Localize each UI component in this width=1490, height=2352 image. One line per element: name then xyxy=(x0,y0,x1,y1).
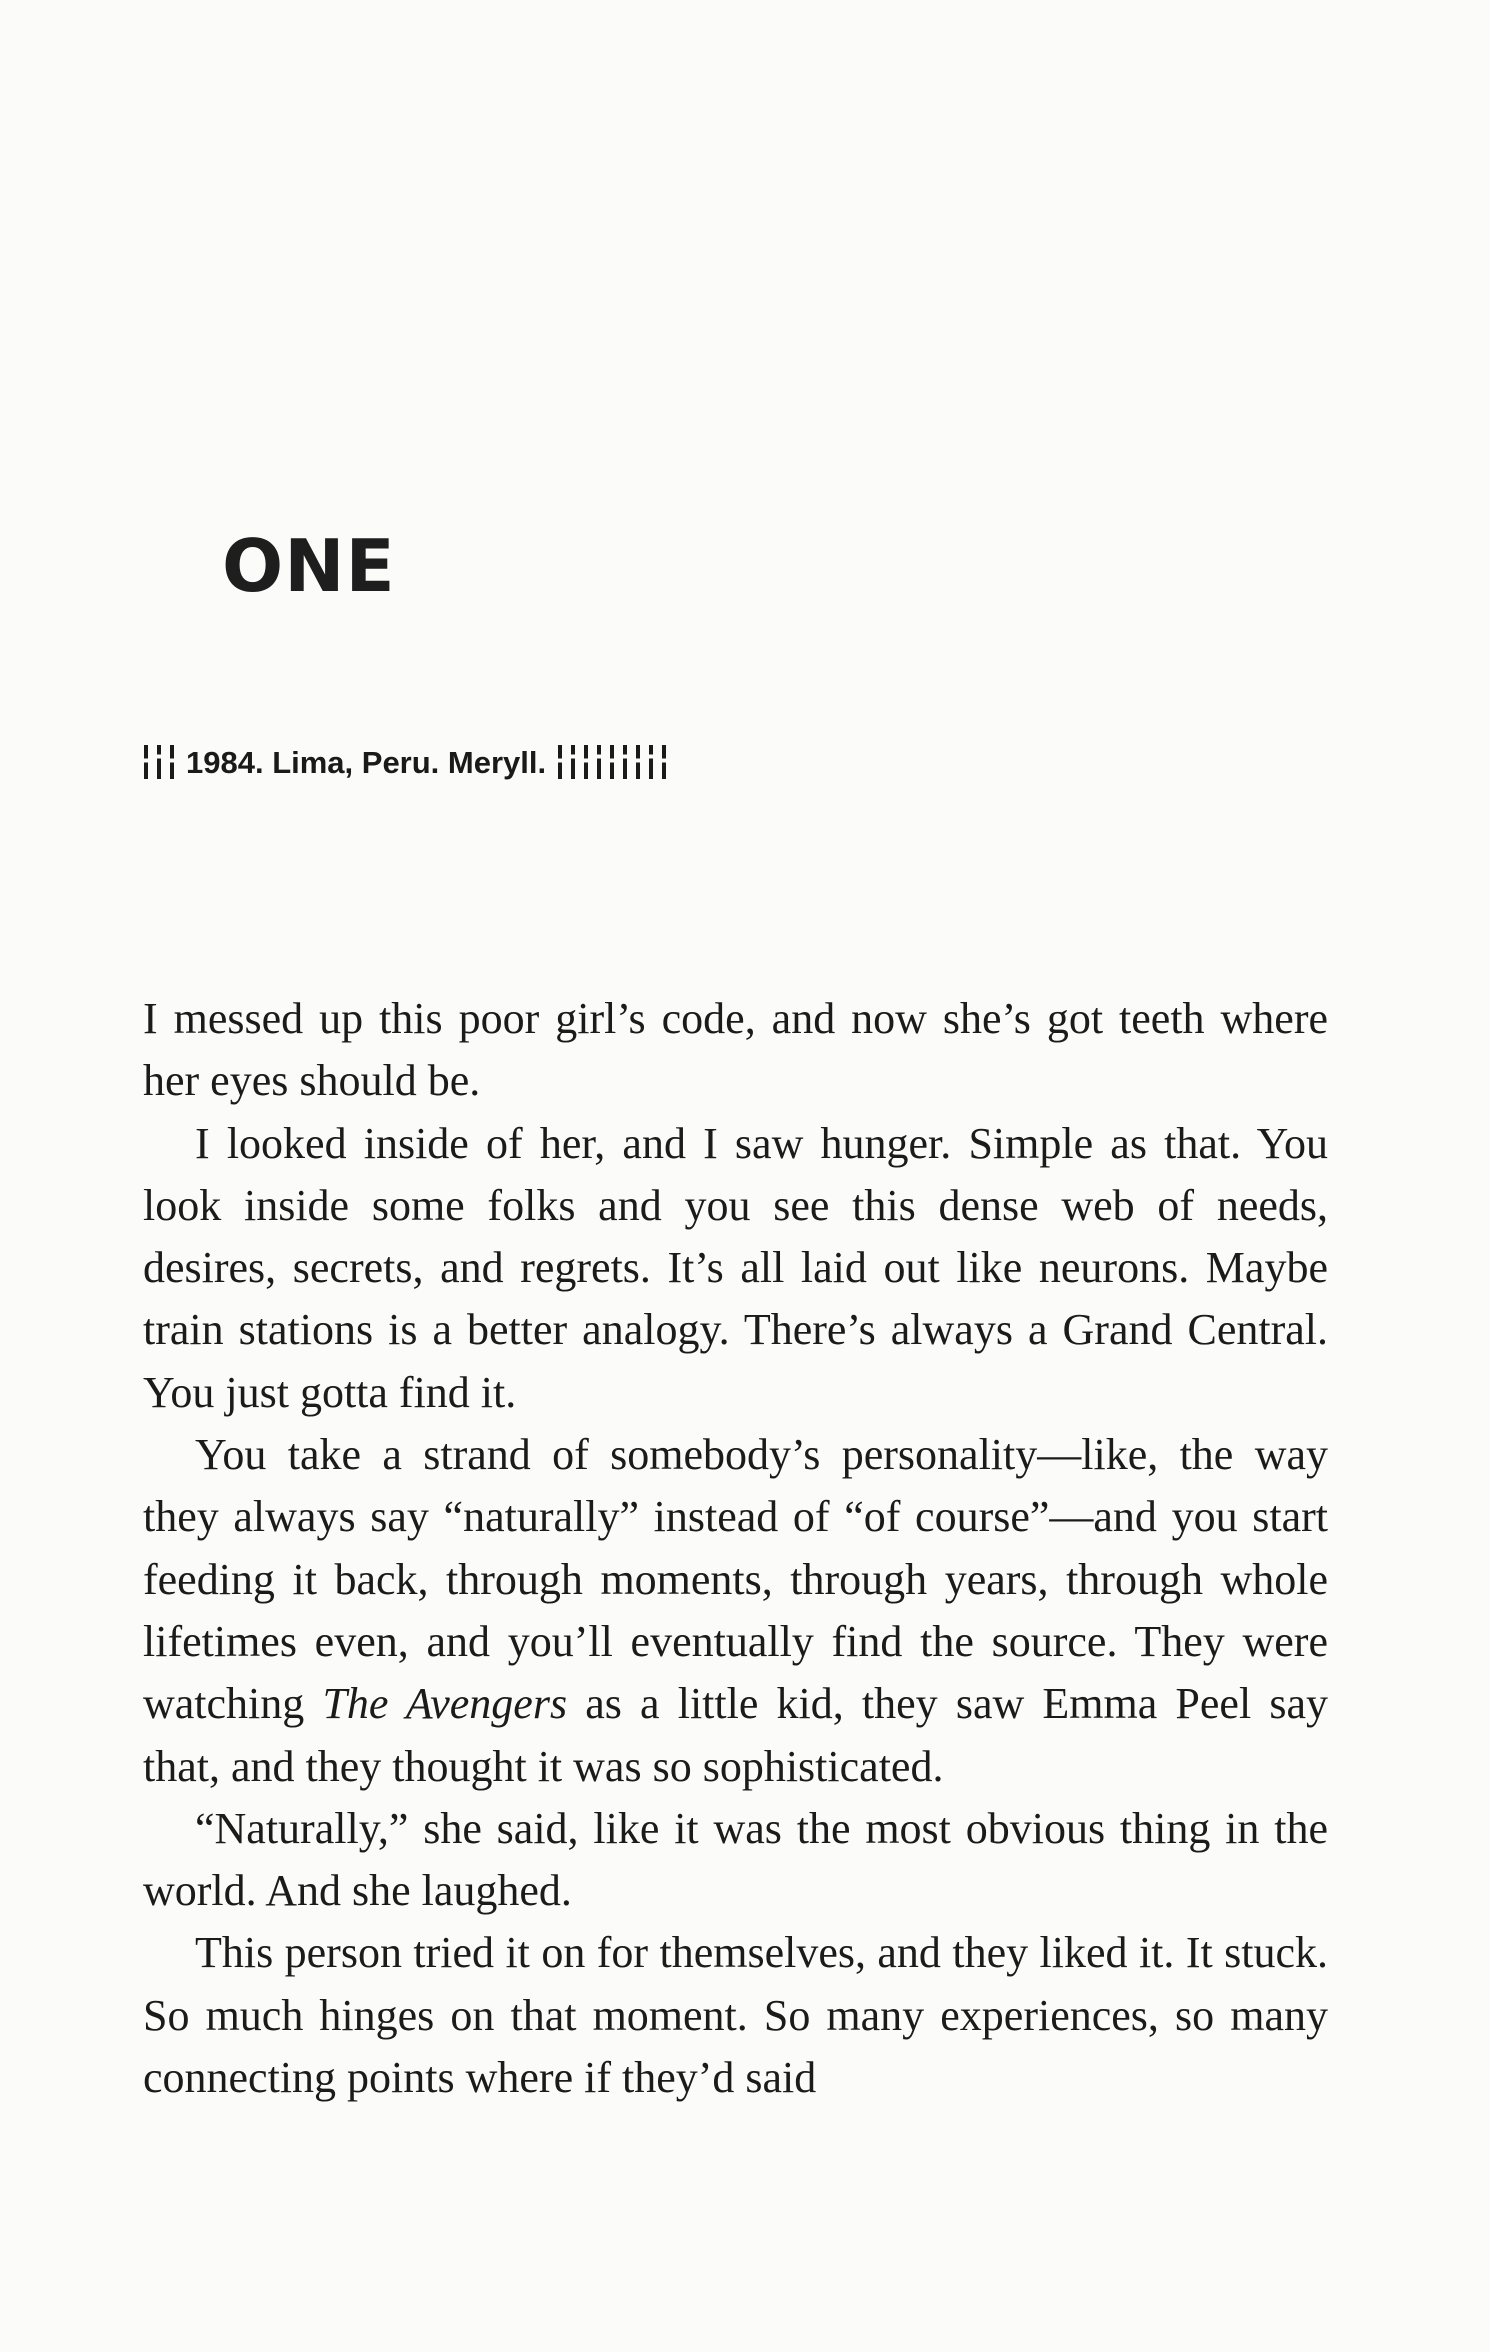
chapter-title: ONE xyxy=(222,524,396,608)
body-text xyxy=(143,988,1328,2109)
paragraph-3-title-italic: The Avengers xyxy=(322,1679,568,1729)
paragraph-4: “Naturally,” she said, like it was the most obvious thing in the world. And she laughed. xyxy=(143,1803,1328,1916)
chapter-meta-text: 1984. Lima, Peru. Meryll. xyxy=(186,744,547,780)
paragraph-3 xyxy=(143,1424,1328,1798)
paragraph-3-text-after: as a little kid, they saw Emma Peel say that, and they thought it was so sophisticated. xyxy=(143,1679,1328,1791)
ornament-bars-right xyxy=(558,745,666,779)
paragraph-5: This person tried it on for themselves, and they liked it. It stuck. So much hinges on that moment. So many experiences, so many connecting points where if they’d said xyxy=(143,1928,1328,2103)
chapter-meta xyxy=(144,745,666,779)
ornament-bars-left xyxy=(144,745,174,779)
paragraph-2: I looked inside of her, and I saw hunger. Simple as that. You look inside some folks and you see this dense web of needs, desires, secrets, and regrets. It’s all laid out like neurons. Maybe train stations is a better analogy. There’s always a Grand Central. You just gotta find it. xyxy=(143,1118,1328,1417)
paragraph-1: I messed up this poor girl’s code, and now she’s got teeth where her eyes should be. xyxy=(143,994,1328,1106)
paragraph-3-text-before: You take a strand of somebody’s personality—like, the way they always say “naturally” instead of “of course”—and you start feeding it back, through moments, through years, through whole lifetimes even, and you’ll eventually find the source. They were watching xyxy=(143,1430,1328,1729)
